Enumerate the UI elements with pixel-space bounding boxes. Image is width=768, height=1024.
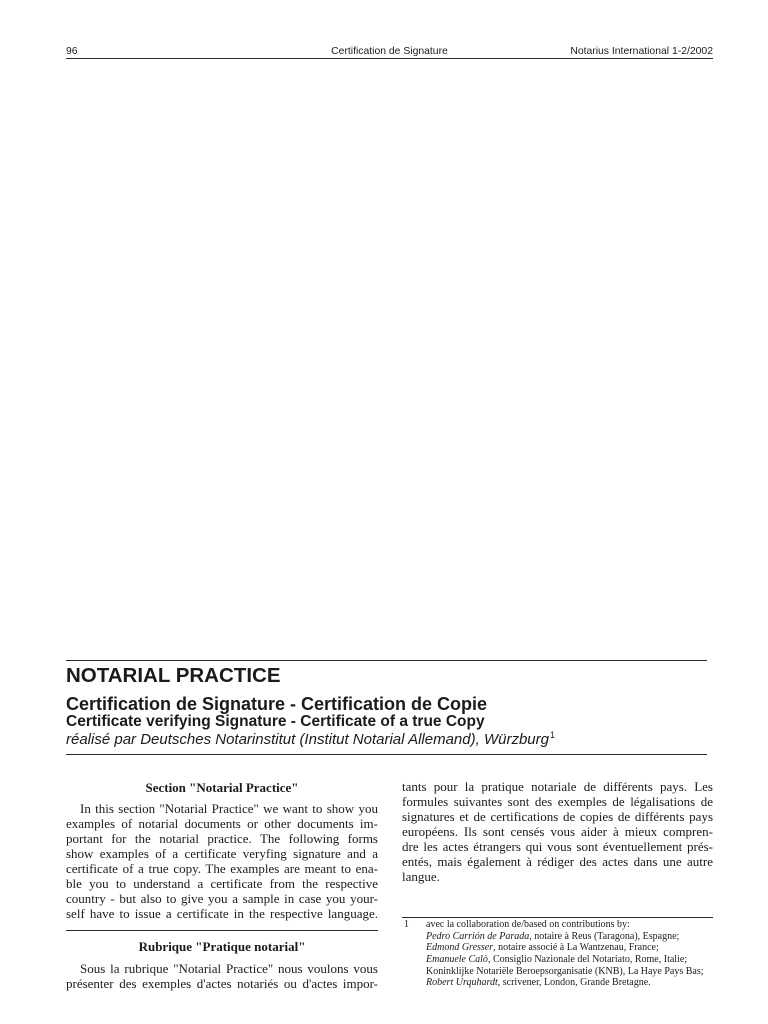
contributor-detail: , notaire à Reus (Taragona), Espagne; — [529, 930, 680, 942]
section-title: NOTARIAL PRACTICE — [66, 664, 281, 687]
footnote-line — [426, 977, 713, 989]
contributor-detail: , scrivener, London, Grande Bretagne. — [497, 977, 651, 989]
text-line: ble you to understand a certificate from the respective — [66, 876, 378, 891]
paragraph-en — [66, 801, 378, 921]
footnote-reference: 1 — [549, 730, 555, 740]
text-line: européens. Ils sont censés vous aider à mieux compren- — [402, 824, 713, 839]
text-line: Sous la rubrique "Notarial Practice" nous voulons vous — [80, 961, 378, 976]
article-title-en: Certificate verifying Signature - Certificate of a true Copy — [66, 713, 485, 730]
header-rule — [66, 58, 713, 59]
text-line: présenter des exemples d'actes notariés ou d'actes impor- — [66, 976, 378, 991]
text-line: langue. — [402, 869, 440, 884]
contributor-detail: , Consiglio Nazionale del Notariato, Rome, Italie; — [487, 954, 688, 966]
text-line: country - but also to give you a sample in case you your- — [66, 891, 378, 906]
text-line: self have to issue a certificate in the respective language. — [66, 906, 378, 921]
contributor-detail: , notaire associé à La Wantzenau, France; — [493, 942, 659, 954]
title-rule-top — [66, 660, 707, 661]
text-line: examples of notarial documents or other documents im- — [66, 816, 378, 831]
footnote-line — [426, 966, 713, 978]
byline — [66, 731, 555, 749]
text-line: show examples of a certificate veryfing signature and a — [66, 846, 378, 861]
footnote-line — [426, 954, 713, 966]
article-title-fr: Certification de Signature - Certification de Copie — [66, 694, 488, 714]
footnote-line — [426, 931, 713, 943]
byline-text: réalisé par Deutsches Notarinstitut (Institut Notarial Allemand), Würzburg — [66, 731, 549, 748]
section-heading-en: Section "Notarial Practice" — [145, 780, 299, 795]
paragraph-fr — [66, 961, 378, 991]
section-heading-fr: Rubrique "Pratique notarial" — [138, 939, 306, 954]
column-divider-rule — [66, 930, 378, 931]
text-line: entés, mais également à rédiger des actes dans une autre — [402, 854, 713, 869]
page-number: 96 — [66, 46, 78, 57]
text-line: tants pour la pratique notariale de différents pays. Les — [402, 779, 713, 794]
text-line: dre les actes étrangers qui vous sont éventuellement prés- — [402, 839, 713, 854]
running-header — [66, 46, 713, 58]
footnote-rule — [402, 917, 713, 918]
contributor-detail: Koninklijke Notariële Beroepsorganisatie (KNB), La Haye Pays Bas; — [426, 965, 704, 977]
contributor-name: Emanuele Calò — [426, 954, 488, 966]
contributor-name: Edmond Gresser — [426, 942, 494, 954]
title-rule-bottom — [66, 754, 707, 755]
contributor-name: Pedro Carrión de Parada — [426, 930, 530, 942]
footnote-intro: avec la collaboration de/based on contributions by: — [426, 919, 630, 930]
text-line: certificate of a true copy. The examples are meant to ena- — [66, 861, 378, 876]
footnote-line — [426, 942, 713, 954]
text-line: In this section "Notarial Practice" we want to show you — [80, 801, 378, 816]
running-title: Certification de Signature — [331, 46, 448, 57]
text-line: signatures et de certifications de copies de différents pays — [402, 809, 713, 824]
footnote-number: 1 — [404, 919, 409, 930]
footnote-body — [426, 919, 713, 989]
journal-title: Notarius International 1-2/2002 — [570, 46, 713, 57]
contributor-name: Robert Urquhardt — [426, 977, 498, 989]
text-line: formules suivantes sont des exemples de légalisations de — [402, 794, 713, 809]
paragraph-fr-continued — [402, 779, 713, 884]
text-line: portant for the notarial practice. The following forms — [66, 831, 378, 846]
